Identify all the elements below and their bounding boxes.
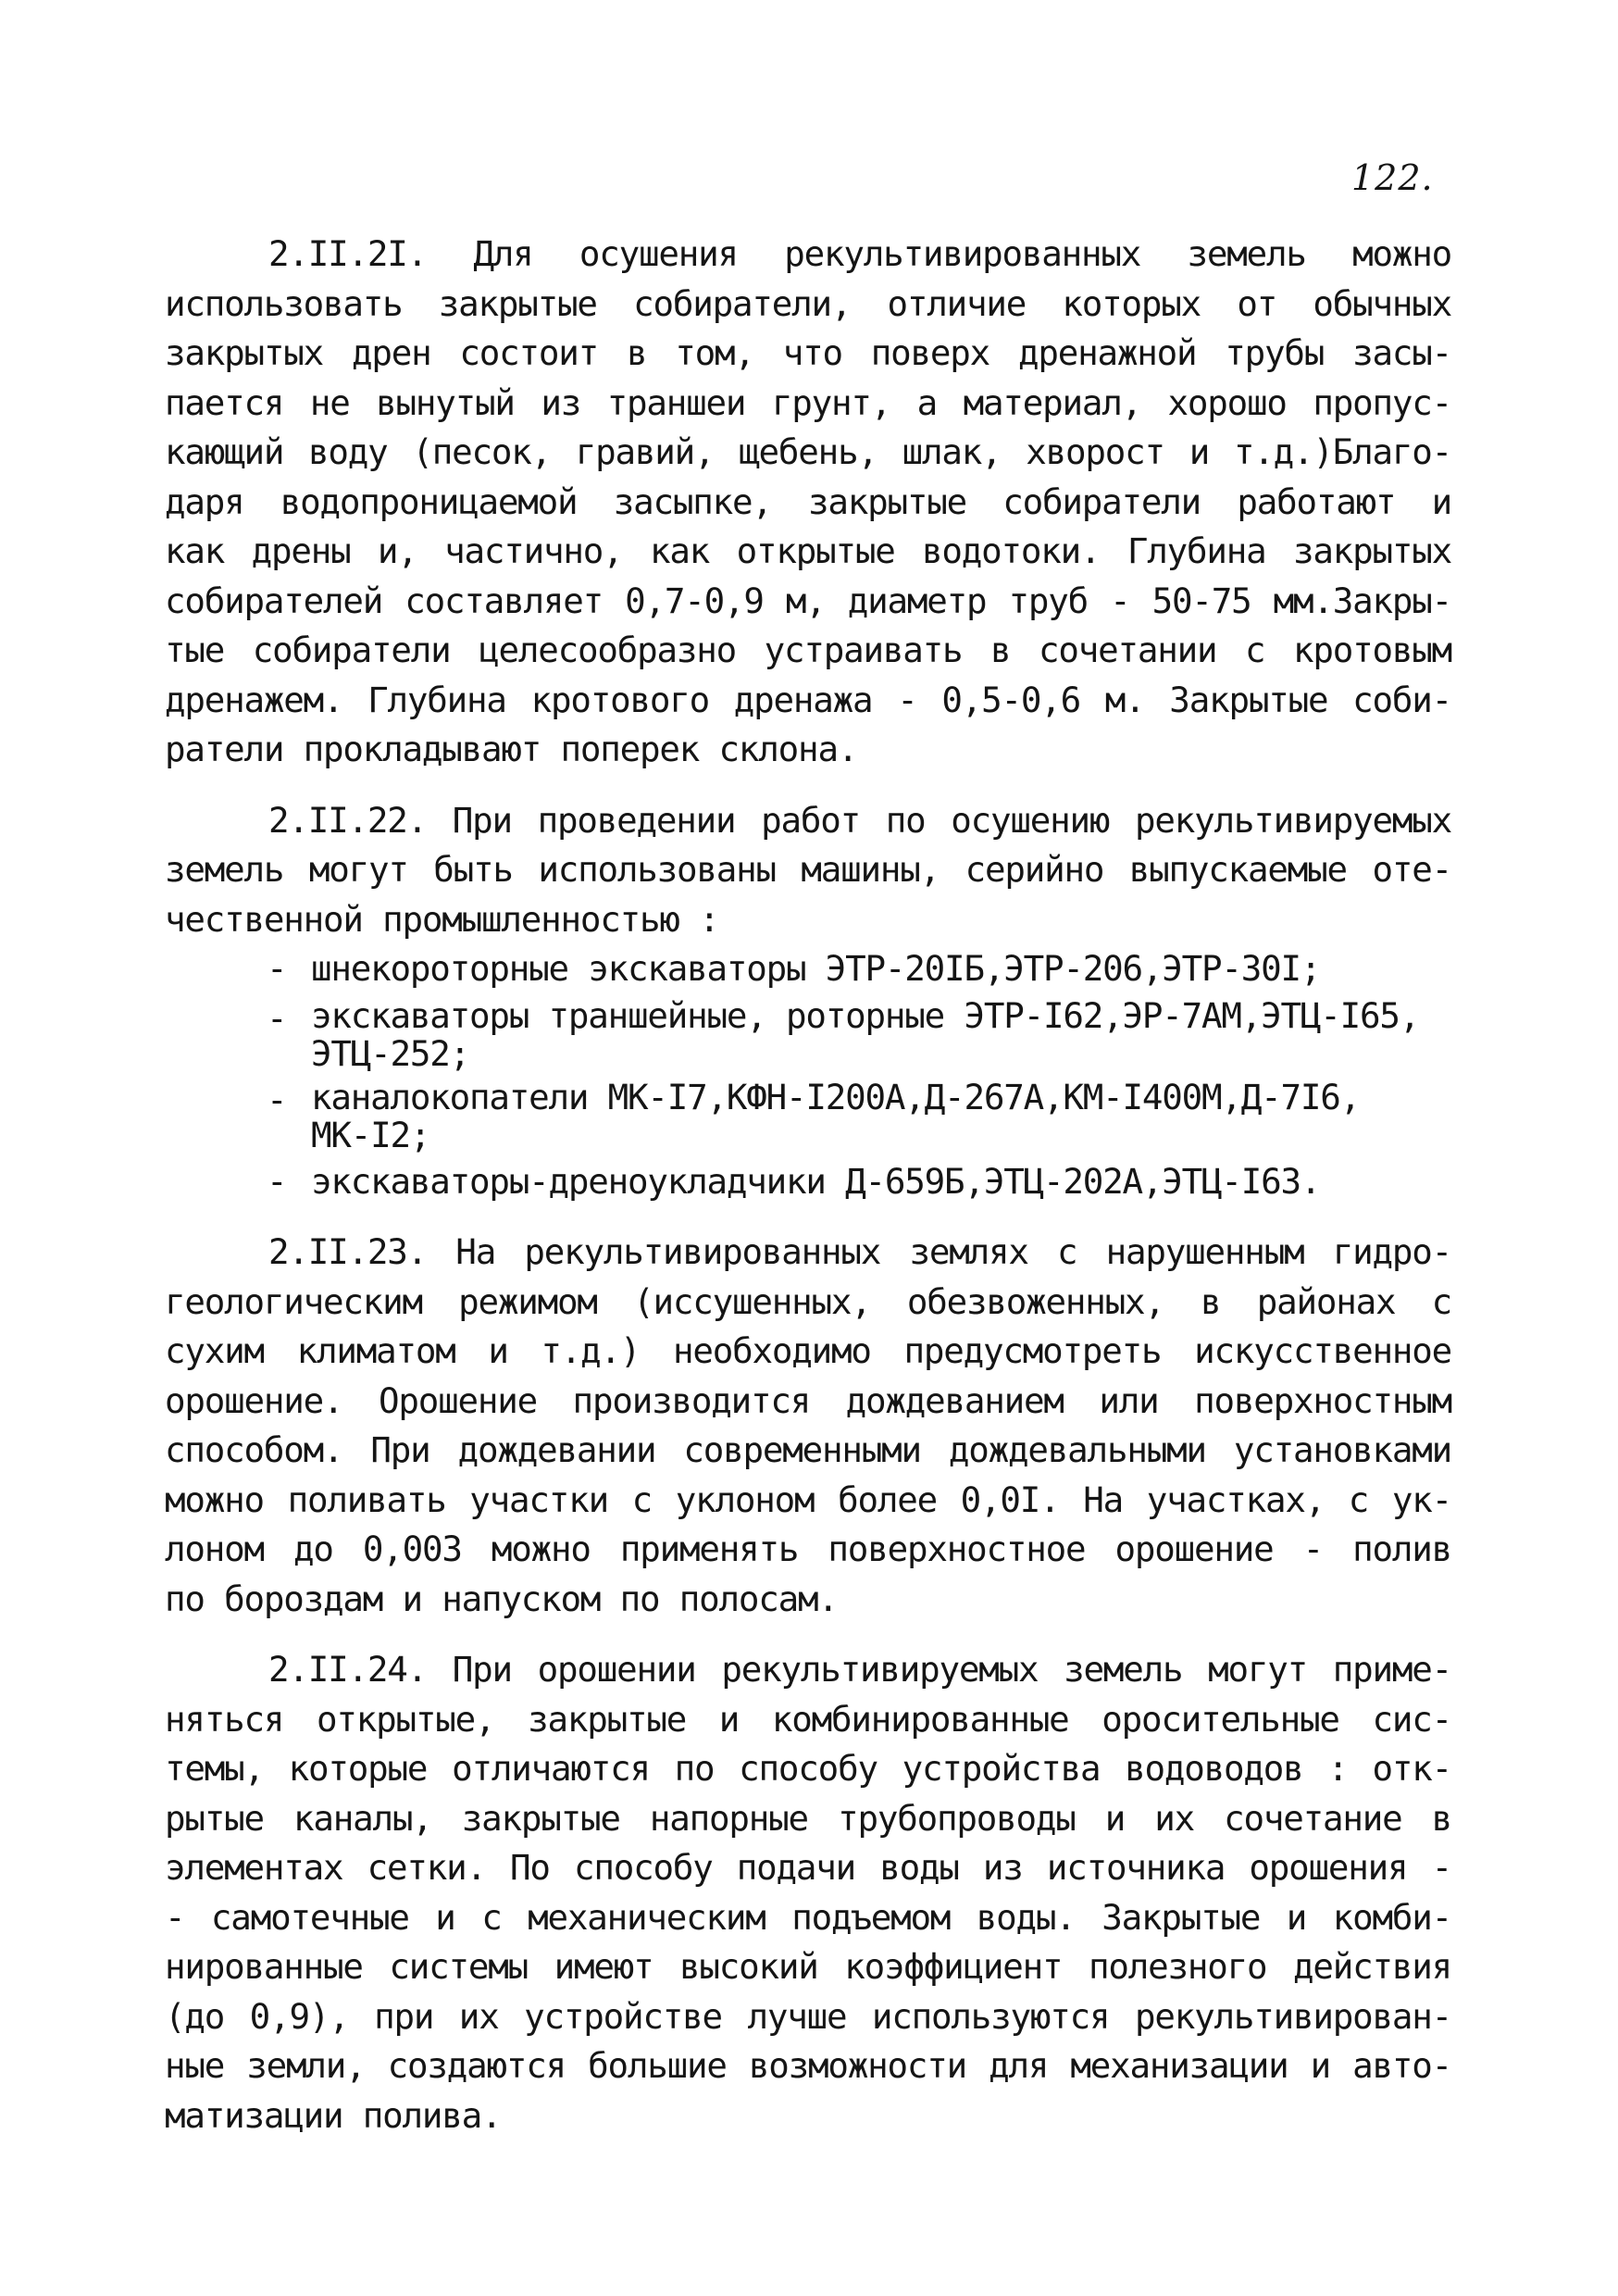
text-line: кающий воду (песок, гравий, щебень, шлак, хворост и т.д.)Благо- <box>165 431 1451 472</box>
document-body <box>165 230 1451 2140</box>
text-line: земель могут быть использованы машины, серийно выпускаемые оте- <box>165 849 1451 890</box>
text-line: рытые каналы, закрытые напорные трубопроводы и их сочетание в <box>165 1797 1451 1839</box>
text-line: собирателей составляет 0,7-0,9 м, диаметр труб - 50-75 мм.Закры- <box>165 580 1451 621</box>
list-item <box>267 944 1451 994</box>
text-line: можно поливать участки с уклоном более 0,0I. На участках, с ук- <box>165 1479 1451 1520</box>
text-line: - самотечные и с механическим подъемом воды. Закрытые и комби- <box>165 1896 1451 1938</box>
text-line: закрытых дрен состоит в том, что поверх дренажной трубы засы- <box>165 332 1451 373</box>
text-line: использовать закрытые собиратели, отличие которых от обычных <box>165 282 1451 324</box>
text-line: 2.II.23. На рекультивированных землях с нарушенным гидро- <box>268 1231 1451 1272</box>
text-line: элементах сетки. По способу подачи воды из источника орошения - <box>165 1847 1451 1888</box>
text-line: тые собиратели целесообразно устраивать в сочетании с кротовым <box>165 630 1451 670</box>
text-line: геологическим режимом (иссушенных, обезвоженных, в районах с <box>165 1280 1451 1322</box>
text-line: нированные системы имеют высокий коэффициент полезного действия <box>165 1946 1451 1987</box>
text-line: няться открытые, закрытые и комбинированные оросительные сис- <box>165 1698 1451 1740</box>
list-item <box>267 1076 1451 1155</box>
text-line: дренажем. Глубина кротового дренажа - 0,5-0,6 м. Закрытые соби- <box>165 679 1451 720</box>
list-item <box>267 1157 1451 1207</box>
text-line: матизации полива. <box>165 2094 502 2136</box>
text-line: (до 0,9), при их устройстве лучше используются рекультивирован- <box>165 1995 1451 2037</box>
text-line: темы, которые отличаются по способу устройства водоводов : отк- <box>165 1748 1451 1789</box>
list-item-line: экскаваторы траншейные, роторные ЭТР-I62,ЭР-7АМ,ЭТЦ-I65, <box>311 994 1420 1036</box>
text-line: лоном до 0,003 можно применять поверхностное орошение - полив <box>165 1529 1451 1569</box>
text-line: способом. При дождевании современными дождевальными установками <box>165 1429 1451 1470</box>
list-dash: - <box>267 1079 288 1120</box>
list-item-line: каналокопатели МК-I7,КФН-I200А,Д-267А,КМ-I400М,Д-7I6, <box>311 1076 1360 1117</box>
page-number: 122. <box>1351 157 1434 198</box>
list-dash: - <box>267 948 288 989</box>
text-line: по бороздам и напуском по полосам. <box>165 1578 838 1619</box>
text-line: орошение. Орошение производится дождеванием или поверхностным <box>165 1379 1451 1421</box>
list-item <box>267 994 1451 1074</box>
list-item-line: шнекороторные экскаваторы ЭТР-20IБ,ЭТР-206,ЭТР-30I; <box>311 948 1321 989</box>
text-line: 2.II.24. При орошении рекультивируемых земель могут приме- <box>268 1649 1451 1690</box>
text-line: даря водопроницаемой засыпке, закрытые собиратели работают и <box>165 480 1451 522</box>
text-line: 2.II.22. При проведении работ по осушению рекультивируемых <box>268 799 1451 841</box>
list-item-line: экскаваторы-дреноукладчики Д-659Б,ЭТЦ-202А,ЭТЦ-I63. <box>311 1160 1321 1202</box>
list-item-line: МК-I2; <box>311 1114 430 1155</box>
section-2-11-23 <box>165 1228 1451 1624</box>
machine-list <box>165 944 1451 1206</box>
section-2-11-22 <box>165 796 1451 1207</box>
text-line: чественной промышленностью : <box>165 898 719 940</box>
text-line: ные земли, создаются большие возможности для механизации и авто- <box>165 2045 1451 2086</box>
text-line: пается не вынутый из траншеи грунт, а материал, хорошо пропус- <box>165 381 1451 423</box>
section-2-11-21 <box>165 230 1451 775</box>
section-2-11-24 <box>165 1645 1451 2140</box>
list-item-line: ЭТЦ-252; <box>311 1032 470 1074</box>
text-line: сухим климатом и т.д.) необходимо предусмотреть искусственное <box>165 1330 1451 1371</box>
text-line: 2.II.2I. Для осушения рекультивированных земель можно <box>268 233 1451 274</box>
text-line: ратели прокладывают поперек склона. <box>165 729 858 769</box>
text-line: как дрены и, частично, как открытые водотоки. Глубина закрытых <box>165 530 1451 571</box>
list-dash: - <box>267 997 288 1039</box>
list-dash: - <box>267 1160 288 1202</box>
